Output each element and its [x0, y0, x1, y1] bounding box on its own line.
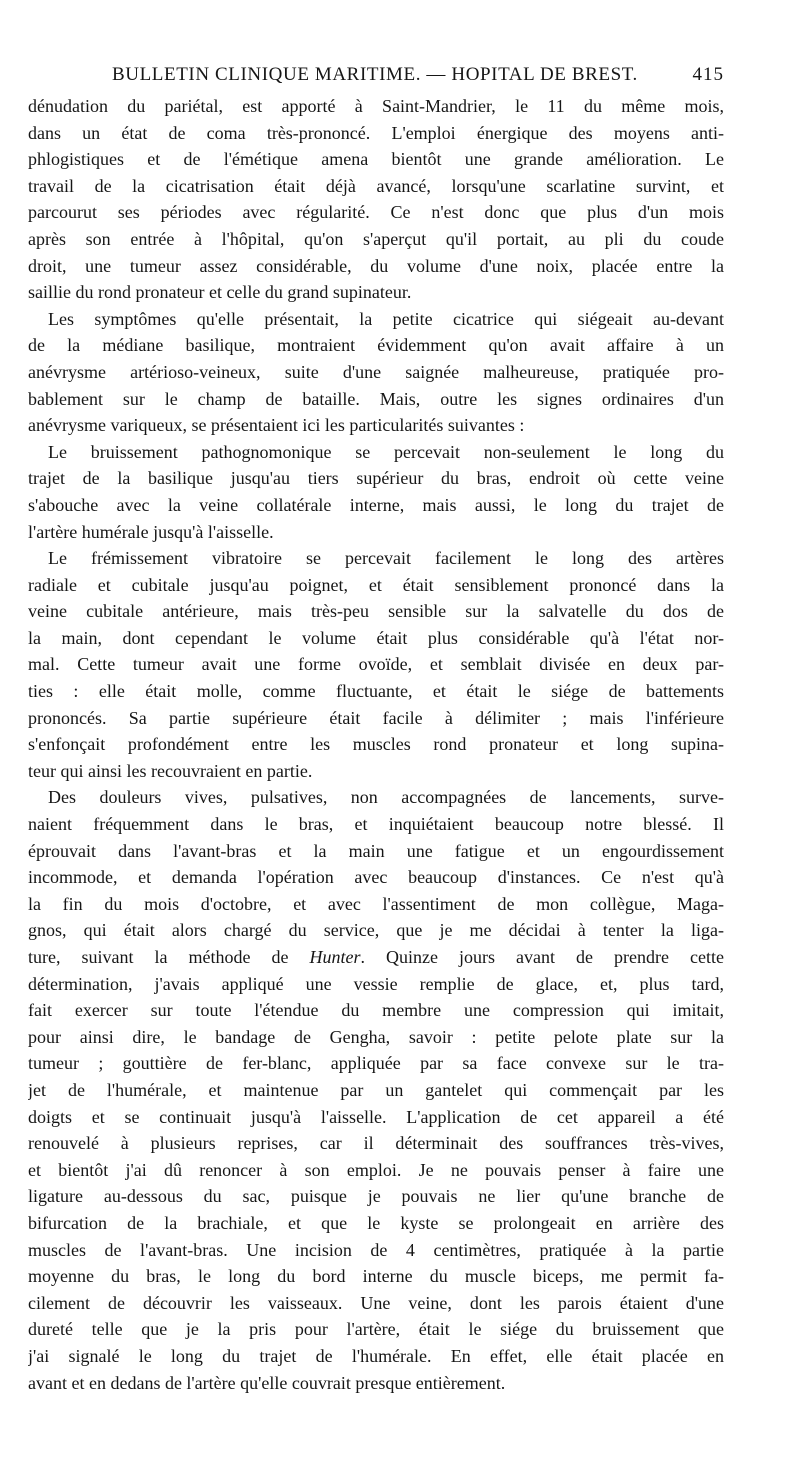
text-line: la main, dont cependant le volume était plus considérable qu'à l'état nor-	[28, 627, 724, 648]
text-line: jet de l'humérale, et maintenue par un gantelet qui commençait par les	[28, 1079, 724, 1100]
text-line: gnos, qui était alors chargé du service, que je me décidai à tenter la liga-	[28, 920, 724, 941]
text-line: détermination, j'avais appliqué une vessie remplie de glace, et, plus tard,	[28, 973, 724, 994]
text-line: parcourut ses périodes avec régularité. Ce n'est donc que plus d'un mois	[28, 202, 724, 223]
text-line: moyenne du bras, le long du bord interne du muscle biceps, me permit fa-	[28, 1266, 724, 1287]
text-line: saillie du rond pronateur et celle du grand supinateur.	[28, 282, 412, 303]
text-line: avant et en dedans de l'artère qu'elle couvrait presque entièrement.	[28, 1372, 506, 1393]
text-line: dénudation du pariétal, est apporté à Saint-Mandrier, le 11 du même mois,	[28, 96, 724, 116]
text-line: anévrysme variqueux, se présentaient ici les particularités suivantes :	[28, 415, 525, 436]
text-line: prononcés. Sa partie supérieure était facile à délimiter ; mais l'inférieure	[28, 707, 724, 728]
text-line: radiale et cubitale jusqu'au poignet, et était sensiblement prononcé dans la	[28, 574, 724, 595]
text-line: éprouvait dans l'avant-bras et la main une fatigue et un engourdissement	[28, 840, 724, 861]
italic-name: Hunter	[309, 947, 361, 967]
text-line: doigts et se continuait jusqu'à l'aisselle. L'application de cet appareil a été	[28, 1106, 724, 1127]
text-line: ties : elle était molle, comme fluctuante, et était le siége de battements	[28, 681, 724, 702]
text-line: s'enfonçait profondément entre les muscles rond pronateur et long supina-	[28, 734, 724, 755]
text-line: tumeur ; gouttière de fer-blanc, appliquée par sa face convexe sur le tra-	[28, 1053, 724, 1074]
text-line: teur qui ainsi les recouvraient en partie.	[28, 760, 313, 781]
text-line: la fin du mois d'octobre, et avec l'assentiment de mon collègue, Maga-	[28, 893, 724, 914]
text-line: travail de la cicatrisation était déjà avancé, lorsqu'une scarlatine survint, et	[28, 175, 724, 196]
text-line: renouvelé à plusieurs reprises, car il déterminait des souffrances très-vives,	[28, 1133, 724, 1154]
text-line: incommode, et demanda l'opération avec beaucoup d'instances. Ce n'est qu'à	[28, 867, 724, 888]
text-line: dans un état de coma très-prononcé. L'emploi énergique des moyens anti-	[28, 122, 724, 143]
text-line: et bientôt j'ai dû renoncer à son emploi. Je ne pouvais penser à faire une	[28, 1159, 724, 1180]
text-line: trajet de la basilique jusqu'au tiers supérieur du bras, endroit où cette veine	[28, 468, 724, 489]
text-line: mal. Cette tumeur avait une forme ovoïde, et semblait divisée en deux par-	[28, 654, 724, 675]
text-line: muscles de l'avant-bras. Une incision de 4 centimètres, pratiquée à la partie	[28, 1239, 724, 1260]
text-line: Des douleurs vives, pulsatives, non accompagnées de lancements, surve-	[48, 787, 724, 808]
text-line: l'artère humérale jusqu'à l'aisselle.	[28, 521, 274, 542]
text-line: naient fréquemment dans le bras, et inquiétaient beaucoup notre blessé. Il	[28, 814, 724, 835]
text-line: cilement de découvrir les vaisseaux. Une veine, dont les parois étaient d'une	[28, 1292, 724, 1313]
text-line: Le frémissement vibratoire se percevait facilement le long des artères	[48, 548, 724, 569]
text-line: j'ai signalé le long du trajet de l'humérale. En effet, elle était placée en	[28, 1345, 724, 1366]
text-line: bifurcation de la brachiale, et que le kyste se prolongeait en arrière des	[28, 1212, 724, 1233]
text-line: Les symptômes qu'elle présentait, la petite cicatrice qui siégeait au-devant	[48, 308, 724, 329]
text-line: s'abouche avec la veine collatérale interne, mais aussi, le long du trajet de	[28, 494, 724, 515]
body-text	[28, 93, 724, 1396]
page-number: 415	[692, 64, 724, 85]
text-line: phlogistiques et de l'émétique amena bientôt une grande amélioration. Le	[28, 149, 724, 170]
text-line: dureté telle que je la pris pour l'artère, était le siége du bruissement que	[28, 1319, 724, 1340]
text-line: fait exercer sur toute l'étendue du membre une compression qui imitait,	[28, 1000, 724, 1021]
text-line: anévrysme artérioso-veineux, suite d'une saignée malheureuse, pratiquée pro-	[28, 361, 724, 382]
text-line: Le bruissement pathognomonique se percevait non-seulement le long du	[48, 441, 724, 462]
running-header	[112, 62, 724, 88]
text-line: après son entrée à l'hôpital, qu'on s'aperçut qu'il portait, au pli du coude	[28, 228, 724, 249]
text-line: de la médiane basilique, montraient évidemment qu'on avait affaire à un	[28, 335, 724, 356]
running-title: BULLETIN CLINIQUE MARITIME. — HOPITAL DE BREST.	[112, 64, 638, 85]
text-line: ture, suivant la méthode de Hunter. Quinze jours avant de prendre cette	[28, 947, 724, 967]
text-line: veine cubitale antérieure, mais très-peu sensible sur la salvatelle du dos de	[28, 601, 724, 622]
text-line: bablement sur le champ de bataille. Mais, outre les signes ordinaires d'un	[28, 388, 724, 409]
text-line: droit, une tumeur assez considérable, du volume d'une noix, placée entre la	[28, 255, 724, 276]
text-line: pour ainsi dire, le bandage de Gengha, savoir : petite pelote plate sur la	[28, 1026, 724, 1047]
text-line: ligature au-dessous du sac, puisque je pouvais ne lier qu'une branche de	[28, 1186, 724, 1207]
